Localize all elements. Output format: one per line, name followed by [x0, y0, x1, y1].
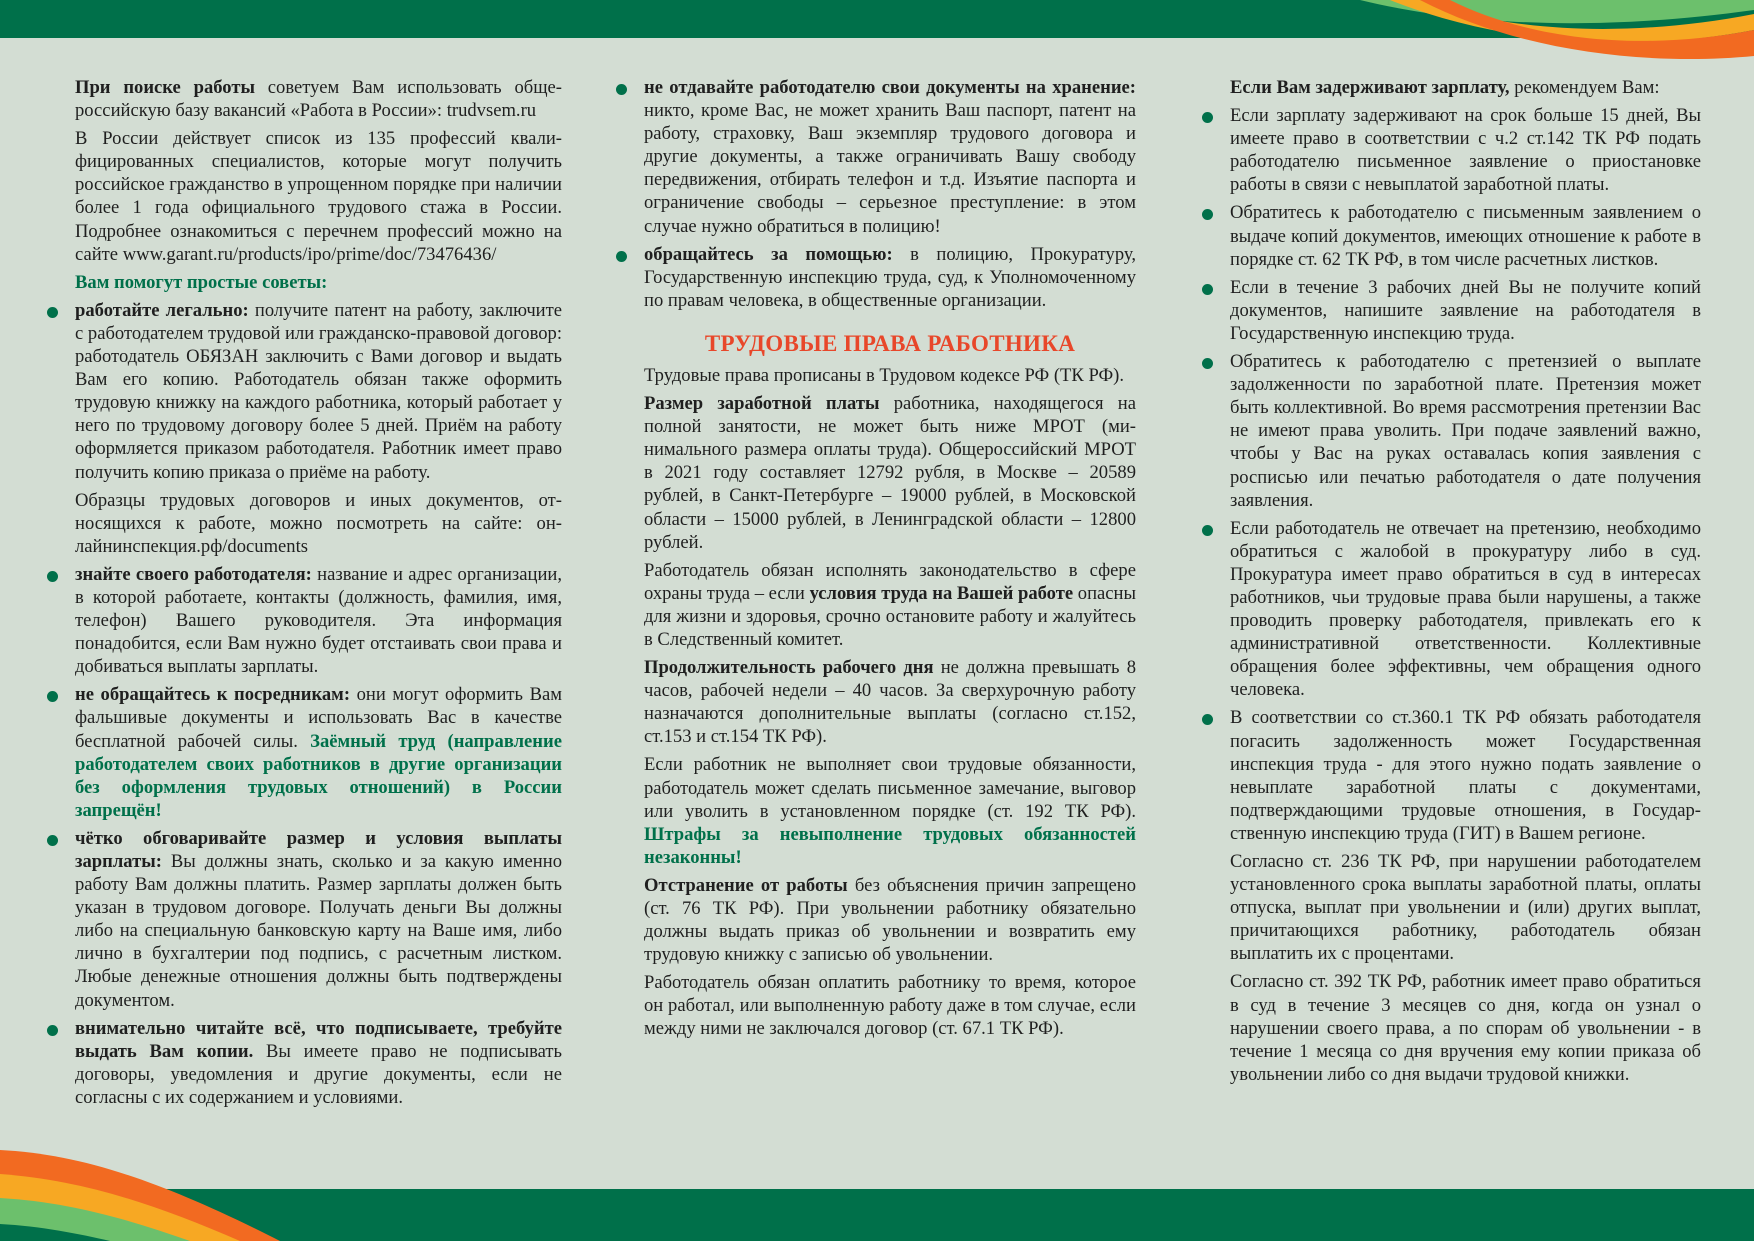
article-236-paragraph: Согласно ст. 236 ТК РФ, при нарушении работодателем установленного срока выплаты заработной платы, оплаты отпуска, выплат при увольнении и (или) других выплат, причитающихся работнику, работодатель обязан выплатить их с процентами.: [1230, 851, 1701, 965]
column-left: [75, 76, 562, 1114]
section-title: ТРУДОВЫЕ ПРАВА РАБОТНИКА: [704, 330, 1076, 356]
bullet-claim: Обратитесь к работодателю с претензией о выплате задолженности по заработной плате. Претензия может быть коллективной. Во время рассмотрения претензии Вас не имеют права уволить. При подаче заявлений важно, чтобы у Вас на руках оставалась копия заявления с росписью или печатью работодателя о дате получения заявления.: [1230, 351, 1701, 511]
article-392-paragraph: Согласно ст. 392 ТК РФ, работник имеет право обратиться в суд в течение 3 месяцев со дня, когда он узнал о нарушении своего права, а по спорам об увольнении - в течение 1 месяца со дня вручения ему копии приказа об увольнении либо со дня выдачи трудовой книжки.: [1230, 971, 1701, 1085]
salary-delay-heading: Если Вам задерживают зарплату, рекомендуем Вам:: [1230, 77, 1660, 98]
labor-code-paragraph: Трудовые права прописаны в Трудовом кодексе РФ (ТК РФ).: [644, 364, 1125, 386]
bullet-labor-inspection: Если в течение 3 рабочих дней Вы не получите копий документов, напишите заявление на работодателя в Государственную инспекцию труда.: [1230, 276, 1701, 344]
bullet-no-intermediaries: не обращайтесь к посредникам: они могут оформить Вам фальшивые документы и использовать Вас в качестве бесплатной рабочей силы. Заёмный труд (направление работодателем своих работников в другие организации без оформления трудовых отношений) в России запрещён!: [75, 684, 562, 821]
samples-paragraph: Образцы трудовых договоров и иных документов, относящихся к работе, можно посмотреть на сайте: онлайнинспекция.рф/documents: [75, 489, 562, 557]
bullet-salary-terms: чётко обговаривайте размер и условия выплаты зарплаты: Вы должны знать, сколько и за какую именно работу Вам должны платить. Размер зарплаты должен быть указан в трудовом договоре. Получать деньги Вы должны либо на специальную банковскую карту на Ваше имя, либо лично в бухгалтерии под подпись, с расчетным листком. Любые денежные отношения должны быть подтверждены документом.: [75, 827, 562, 1011]
column-right: [1230, 76, 1701, 1091]
bullet-keep-documents: не отдавайте работодателю свои документы на хранение: никто, кроме Вас, не может хранить Ваш паспорт, патент на работу, страховку, Ваш экземпляр трудового договора и другие документы, а также ограничивать Вашу свободу передвижения, отбирать телефон и т.д. Изъятие паспорта и ограничение свободы – серьезное преступление: в этом случае нужно обратиться в полицию!: [644, 77, 1136, 237]
bullet-work-legally: работайте легально: получите патент на работу, заключите с работодателем трудовой или гражданско-правовой договор: работодатель ОБЯЗАН заключить с Вами договор и выдать Вам его копию. Работодатель обязан также оформить трудовую книжку на каждого работника, который работает у него по трудовому договору более 5 дней. Приём на работу оформляется приказом работодателя. Работник имеет право получить копию приказа о приёме на работу.: [75, 299, 563, 483]
bullet-prosecutor: Если работодатель не отвечает на претензию, необходимо обратиться с жалобой в прокуратуру либо в суд. Прокуратура имеет право обратиться в суд в интересах работников, чьи трудовые права были нарушены, а также проводить проверку работодателя, привлекать его к административной ответственности. Коллективные обращения более эффективны, чем обращения одного человека.: [1230, 517, 1701, 701]
labor-safety-paragraph: Работодатель обязан исполнять законодательство в сфере охраны труда – если условия труда на Вашей работе опасны для жизни и здоровья, срочно остановите работу и жалуйтесь в Следственный комитет.: [644, 559, 1136, 650]
bullet-git: В соответствии со ст.360.1 ТК РФ обязать работодателя погасить задолженность может Государственная инспекция труда - для этого нужно подать заявление о невыплате заработной платы с документами, подтверждающими трудовые отношения, в Государственную инспекцию труда (ГИТ) в Вашем регионе.: [1230, 707, 1701, 844]
bullet-suspend-work: Если зарплату задерживают на срок больше 15 дней, Вы имеете право в соответствии с ч.2 ст.142 ТК РФ подать работодателю письменное заявление о приостановке работы в связи с невыплатой заработной платы.: [1230, 105, 1701, 196]
intro-paragraph: При поиске работы советуем Вам использовать общероссийскую базу вакансий «Работа в России»: trudvsem.ru: [75, 77, 562, 122]
suspension-paragraph: Отстранение от работы без объяснения причин запрещено (ст. 76 ТК РФ). При увольнении работнику обязательно должны выдать приказ об увольнении и возвратить ему трудовую книжку с записью об увольнении.: [644, 874, 1136, 966]
bullet-read-carefully: внимательно читайте всё, что подписываете, требуйте выдать Вам копии. Вы имеете право не подписывать договоры, уведомления и другие документы, если не согласны с их содержанием и условиями.: [75, 1017, 562, 1108]
bullet-know-employer: знайте своего работодателя: название и адрес организации, в которой работаете, контакты (должность, фамилия, имя, телефон) Вашего руководителя. Эта информация понадобится, если Вам нужно будет отстаивать свои права и добиваться выплаты зарплаты.: [75, 563, 562, 678]
top-right-wave-decoration: [1360, 0, 1754, 64]
column-middle: [644, 76, 1136, 1046]
disciplinary-paragraph: Если работник не выполняет свои трудовые обязанности, работодатель может сделать письменное замечание, выговор или уволить в установленном порядке (ст. 192 ТК РФ). Штрафы за невыполнение трудовых обязанностей незаконны!: [644, 754, 1136, 868]
bullet-seek-help: обращайтесь за помощью: в полицию, Прокуратуру, Государственную инспекцию труда, суд, к Уполномоченному по правам человека, в общественные организации.: [644, 243, 1136, 311]
payment-paragraph: Работодатель обязан оплатить работнику то время, которое он работал, или выполненную работу даже в том случае, если между ними не заключался договор (ст. 67.1 ТК РФ).: [644, 972, 1136, 1040]
working-hours-paragraph: Продолжительность рабочего дня не должна превышать 8 часов, рабочей недели – 40 часов. За сверхурочную работу назначаются дополнительные выплаты (согласно ст.152, ст.153 и ст.154 ТК РФ).: [644, 657, 1136, 748]
bottom-left-wave-decoration: [0, 1140, 300, 1241]
professions-paragraph: В России действует список из 135 профессий квалифицированных специалистов, которые могут получить российское гражданство в упрощенном порядке при наличии более 1 года официального трудового стажа в России. Подробнее ознакомиться с перечнем профессий можно на сайте www.garant.ru/products/ipo/prime/doc/73476436/: [75, 128, 562, 265]
advice-heading: Вам помогут простые советы:: [75, 271, 328, 293]
minimum-wage-paragraph: Размер заработной платы работника, находящегося на полной занятости, не может быть ниже МРОТ (минимального размера оплаты труда). Общероссийский МРОТ в 2021 году составляет 12792 рубля, в Москве – 20589 рублей, в Санкт-Петербурге – 19000 рублей, в Московской области – 15000 рублей, в Ленинградской области – 12800 рублей.: [644, 393, 1136, 553]
bullet-request-copies: Обратитесь к работодателю с письменным заявлением о выдаче копий документов, имеющих отношение к работе в порядке ст. 62 ТК РФ, в том числе расчетных листков.: [1230, 202, 1701, 270]
